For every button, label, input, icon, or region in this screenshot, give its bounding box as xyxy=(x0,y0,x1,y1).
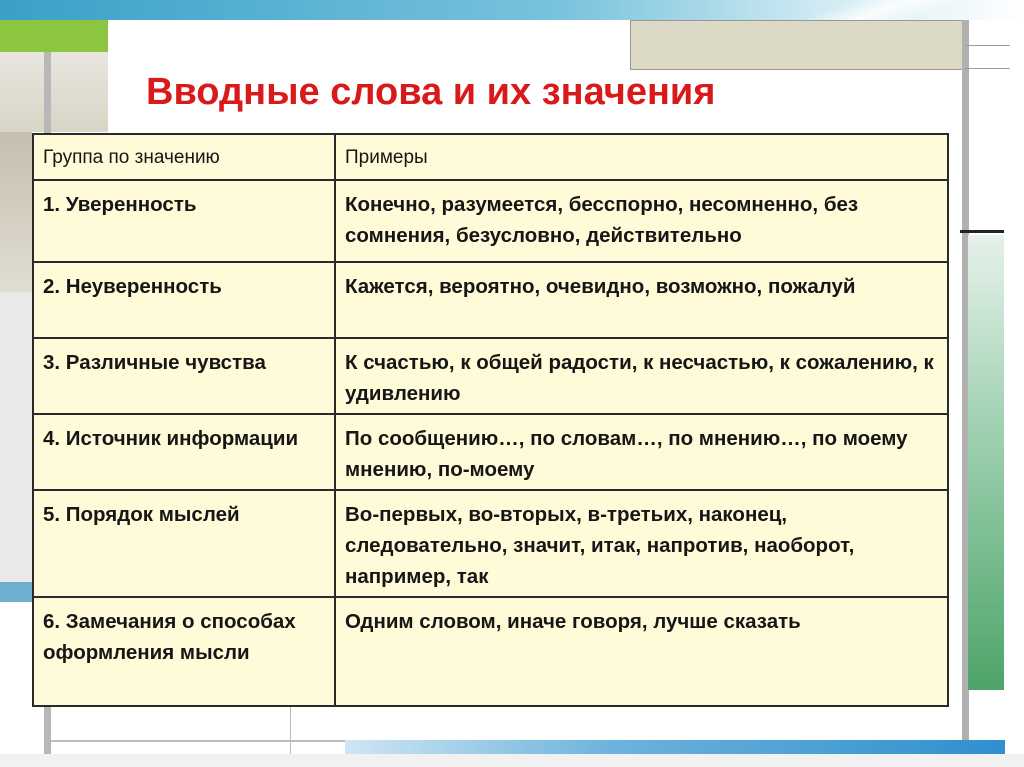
bottom-blue-band xyxy=(345,740,1005,754)
table-row xyxy=(33,180,948,262)
group-cell: 2. Неуверенность xyxy=(33,262,335,338)
examples-cell: К счастью, к общей радости, к несчастью, к сожалению, к удивлению xyxy=(335,338,948,414)
table-row xyxy=(33,414,948,490)
column-header-group: Группа по значению xyxy=(33,134,335,180)
table-row xyxy=(33,490,948,597)
table-row xyxy=(33,338,948,414)
right-green-panel xyxy=(968,235,1004,690)
right-dark-rule xyxy=(960,230,1004,233)
slide-title: Вводные слова и их значения xyxy=(146,71,716,113)
examples-cell: Кажется, вероятно, очевидно, возможно, пожалуй xyxy=(335,262,948,338)
table-row xyxy=(33,262,948,338)
left-gray-panel xyxy=(0,292,32,582)
examples-cell: Во-первых, во-вторых, в-третьих, наконец, следовательно, значит, итак, напротив, наоборот, например, так xyxy=(335,490,948,597)
introductory-words-table xyxy=(32,133,949,707)
group-cell: 3. Различные чувства xyxy=(33,338,335,414)
group-cell: 5. Порядок мыслей xyxy=(33,490,335,597)
left-blue-strip xyxy=(0,582,32,602)
right-rule-second xyxy=(965,68,1010,69)
top-band-highlight xyxy=(700,0,1024,22)
top-right-panel xyxy=(630,20,967,70)
group-cell: 6. Замечания о способах оформления мысли xyxy=(33,597,335,706)
examples-cell: Конечно, разумеется, бесспорно, несомненно, без сомнения, безусловно, действительно xyxy=(335,180,948,262)
column-header-examples: Примеры xyxy=(335,134,948,180)
table-row xyxy=(33,597,948,706)
group-cell: 4. Источник информации xyxy=(33,414,335,490)
examples-cell: Одним словом, иначе говоря, лучше сказать xyxy=(335,597,948,706)
left-top-panel xyxy=(0,52,108,132)
green-accent-block xyxy=(0,20,108,52)
left-beige-panel xyxy=(0,132,32,292)
group-cell: 1. Уверенность xyxy=(33,180,335,262)
right-rule-top xyxy=(965,45,1010,46)
table-header-row xyxy=(33,134,948,180)
examples-cell: По сообщению…, по словам…, по мнению…, по моему мнению, по-моему xyxy=(335,414,948,490)
bottom-gray-band xyxy=(0,754,1024,767)
